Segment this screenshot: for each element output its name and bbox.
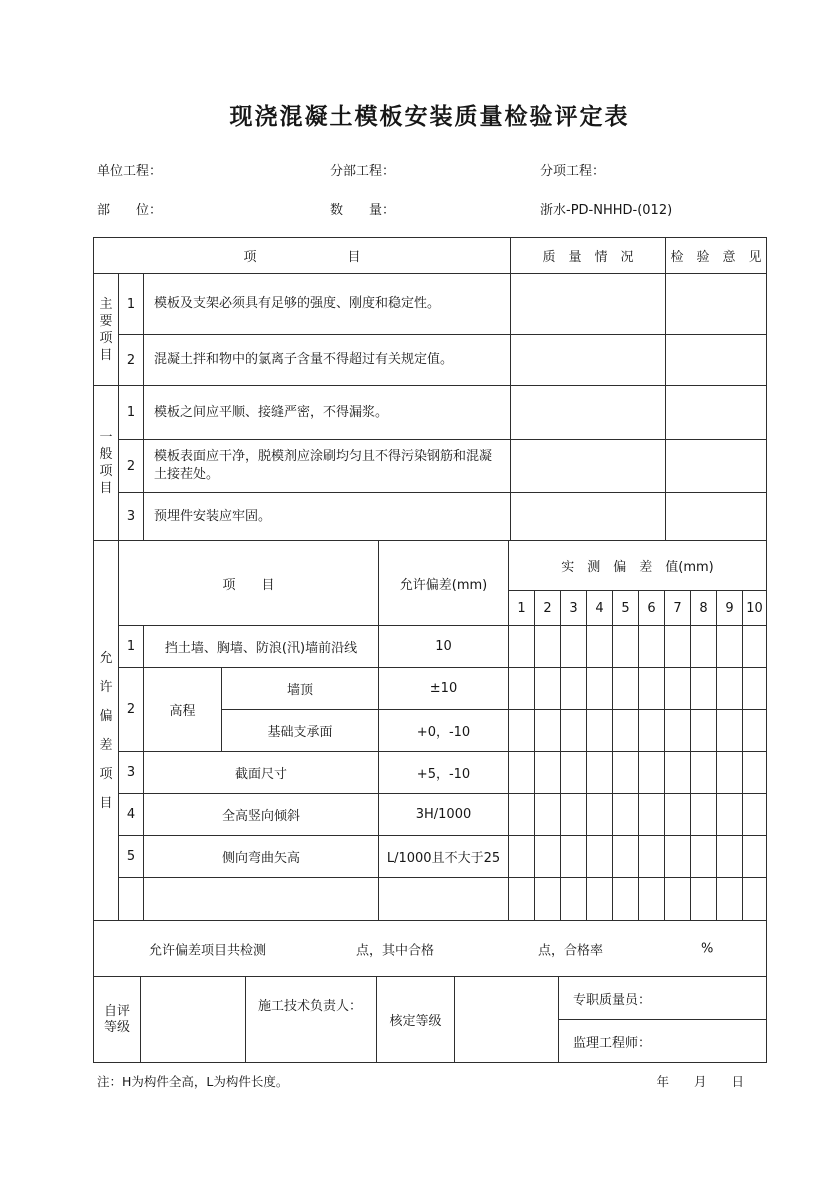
measured-value-cell [535, 626, 561, 668]
self-rating-value-cell [141, 977, 246, 1063]
row-number: 1 [119, 626, 144, 668]
measured-value-cell [587, 836, 613, 878]
tech-lead-signature-label: 施工技术负责人： [246, 977, 377, 1063]
column-header-inspection: 检 验 意 见 [666, 238, 767, 274]
measured-value-cell [743, 710, 767, 752]
measured-value-cell [665, 878, 691, 921]
measured-value-cell [717, 794, 743, 836]
check-item-text: 模板及支架必须具有足够的强度、刚度和稳定性。 [144, 274, 511, 335]
allowed-deviation-value: +5，-10 [379, 752, 509, 794]
measured-value-cell [561, 752, 587, 794]
measure-col-header: 3 [561, 591, 587, 626]
allowed-deviation-value: 3H/1000 [379, 794, 509, 836]
measured-value-cell [587, 794, 613, 836]
measured-value-cell [561, 626, 587, 668]
measured-value-cell [717, 878, 743, 921]
measured-value-cell [587, 710, 613, 752]
measured-value-cell [561, 836, 587, 878]
measured-value-cell [639, 836, 665, 878]
measured-value-cell [535, 794, 561, 836]
measured-value-cell [691, 668, 717, 710]
measured-value-cell [717, 668, 743, 710]
row-number: 2 [119, 440, 144, 493]
measured-value-cell [639, 668, 665, 710]
inspection-opinion-cell [666, 335, 767, 386]
measured-value-cell [509, 668, 535, 710]
supervisor-signature-label: 监理工程师： [559, 1020, 767, 1063]
check-items-table [93, 237, 767, 541]
measured-value-cell [665, 668, 691, 710]
measured-value-cell [743, 752, 767, 794]
summary-row [94, 921, 767, 977]
deviation-column-header-measured: 实 测 偏 差 值(mm) [509, 541, 767, 591]
deviation-item: 截面尺寸 [144, 752, 379, 794]
measured-value-cell [665, 752, 691, 794]
measured-value-cell [587, 752, 613, 794]
measured-value-cell [639, 710, 665, 752]
measure-col-header: 5 [613, 591, 639, 626]
quality-status-cell [511, 386, 666, 440]
measured-value-cell [691, 626, 717, 668]
measured-value-cell [535, 668, 561, 710]
measured-value-cell [535, 752, 561, 794]
deviation-section-label: 允许偏差项目 [94, 541, 119, 921]
footnote-row [93, 1072, 766, 1090]
row-number-empty [119, 878, 144, 921]
row-number: 1 [119, 274, 144, 335]
allowed-deviation-value: ±10 [379, 668, 509, 710]
measured-value-cell [691, 794, 717, 836]
summary-table [93, 920, 767, 977]
measured-value-cell [717, 836, 743, 878]
measure-col-header: 7 [665, 591, 691, 626]
measured-value-cell [587, 626, 613, 668]
check-item-text: 模板之间应平顺、接缝严密，不得漏浆。 [144, 386, 511, 440]
summary-percent-sign: % [701, 941, 714, 956]
allowed-deviation-value: +0，-10 [379, 710, 509, 752]
date-line: 年 月 日 [656, 1074, 744, 1089]
summary-pass-rate-label: 点，合格率 [538, 943, 604, 958]
measured-value-cell [691, 878, 717, 921]
measured-value-cell [639, 878, 665, 921]
quality-status-cell [511, 274, 666, 335]
row-number: 2 [119, 335, 144, 386]
self-rating-label: 自评等级 [94, 977, 141, 1063]
measured-value-cell [509, 836, 535, 878]
measured-value-cell [717, 752, 743, 794]
general-items-section-label: 一般项目 [94, 386, 119, 541]
row-number: 3 [119, 493, 144, 541]
measured-value-cell [587, 878, 613, 921]
location-label: 部 位： [97, 203, 163, 218]
measure-col-header: 1 [509, 591, 535, 626]
deviation-item: 侧向弯曲矢高 [144, 836, 379, 878]
inspection-opinion-cell [666, 386, 767, 440]
measured-value-cell [535, 878, 561, 921]
form-code: 浙水-PD-NHHD-(012) [540, 203, 673, 218]
measured-value-cell [561, 794, 587, 836]
deviation-item: 全高竖向倾斜 [144, 794, 379, 836]
measured-value-cell [613, 794, 639, 836]
allowed-deviation-value: 10 [379, 626, 509, 668]
measured-value-cell [743, 626, 767, 668]
quality-status-cell [511, 493, 666, 541]
measured-value-cell [613, 836, 639, 878]
deviation-item: 挡土墙、胸墙、防浪(汛)墙前沿线 [144, 626, 379, 668]
inspection-opinion-cell [666, 440, 767, 493]
measured-value-cell [509, 794, 535, 836]
deviation-item: 基础支承面 [222, 710, 379, 752]
measured-value-cell [509, 752, 535, 794]
measured-value-cell [613, 752, 639, 794]
measured-value-cell [665, 794, 691, 836]
deviation-column-header-item: 项 目 [119, 541, 379, 626]
division-project-label: 分部工程： [330, 164, 396, 179]
measured-value-cell [665, 626, 691, 668]
column-header-item: 项 目 [94, 238, 511, 274]
verified-rating-value-cell [455, 977, 559, 1063]
measured-value-cell [561, 878, 587, 921]
main-items-section-label: 主要项目 [94, 274, 119, 386]
column-header-quality: 质 量 情 况 [511, 238, 666, 274]
unit-project-label: 单位工程： [97, 164, 163, 179]
check-item-text: 模板表面应干净，脱模剂应涂刷均匀且不得污染钢筋和混凝土接茬处。 [144, 440, 511, 493]
footnote-text: 注：H为构件全高，L为构件长度。 [97, 1074, 289, 1089]
measured-value-cell [613, 878, 639, 921]
measure-col-header: 4 [587, 591, 613, 626]
row-number: 1 [119, 386, 144, 440]
measure-col-header: 9 [717, 591, 743, 626]
measured-value-cell [665, 836, 691, 878]
summary-checked-label: 允许偏差项目共检测 [149, 943, 267, 958]
measure-col-header: 8 [691, 591, 717, 626]
measured-value-cell [509, 626, 535, 668]
row-number: 4 [119, 794, 144, 836]
measured-value-cell [743, 794, 767, 836]
measured-value-cell [535, 836, 561, 878]
measure-col-header: 6 [639, 591, 665, 626]
measured-value-cell [743, 878, 767, 921]
allowed-deviation-value: L/1000且不大于25 [379, 836, 509, 878]
measured-value-cell [535, 710, 561, 752]
measured-value-cell [691, 710, 717, 752]
measured-value-cell [561, 710, 587, 752]
measured-value-cell [691, 752, 717, 794]
measured-value-cell [613, 626, 639, 668]
measured-value-cell [717, 626, 743, 668]
row-number: 2 [119, 668, 144, 752]
measured-value-cell [613, 710, 639, 752]
quality-status-cell [511, 440, 666, 493]
deviation-item: 墙顶 [222, 668, 379, 710]
measured-value-cell [691, 836, 717, 878]
row-number: 3 [119, 752, 144, 794]
measured-value-cell [639, 794, 665, 836]
inspection-table [93, 237, 766, 1063]
quantity-label: 数 量： [330, 203, 396, 218]
measured-value-cell [587, 668, 613, 710]
subitem-project-label: 分项工程： [540, 164, 606, 179]
measured-value-cell [665, 710, 691, 752]
inspection-opinion-cell [666, 274, 767, 335]
signature-table [93, 976, 767, 1063]
measured-value-cell [639, 752, 665, 794]
measured-value-cell [639, 626, 665, 668]
measure-col-header: 10 [743, 591, 767, 626]
measured-value-cell [743, 836, 767, 878]
measured-value-cell [743, 668, 767, 710]
check-item-text: 混凝土拌和物中的氯离子含量不得超过有关规定值。 [144, 335, 511, 386]
measured-value-cell [509, 710, 535, 752]
row-number: 5 [119, 836, 144, 878]
check-item-text: 预埋件安装应牢固。 [144, 493, 511, 541]
measured-value-cell [561, 668, 587, 710]
verified-rating-label: 核定等级 [377, 977, 455, 1063]
quality-status-cell [511, 335, 666, 386]
measured-value-cell [613, 668, 639, 710]
measured-value-cell [717, 710, 743, 752]
page-title: 现浇混凝土模板安装质量检验评定表 [229, 104, 630, 130]
quality-officer-signature-label: 专职质量员： [559, 977, 767, 1020]
deviation-column-header-allowed: 允许偏差(mm) [379, 541, 509, 626]
inspection-opinion-cell [666, 493, 767, 541]
deviation-table [93, 540, 767, 921]
deviation-group-label: 高程 [144, 668, 222, 752]
deviation-item-empty [144, 878, 379, 921]
measured-value-cell [509, 878, 535, 921]
allowed-deviation-empty [379, 878, 509, 921]
summary-qualified-label: 点，其中合格 [356, 943, 435, 958]
measure-col-header: 2 [535, 591, 561, 626]
